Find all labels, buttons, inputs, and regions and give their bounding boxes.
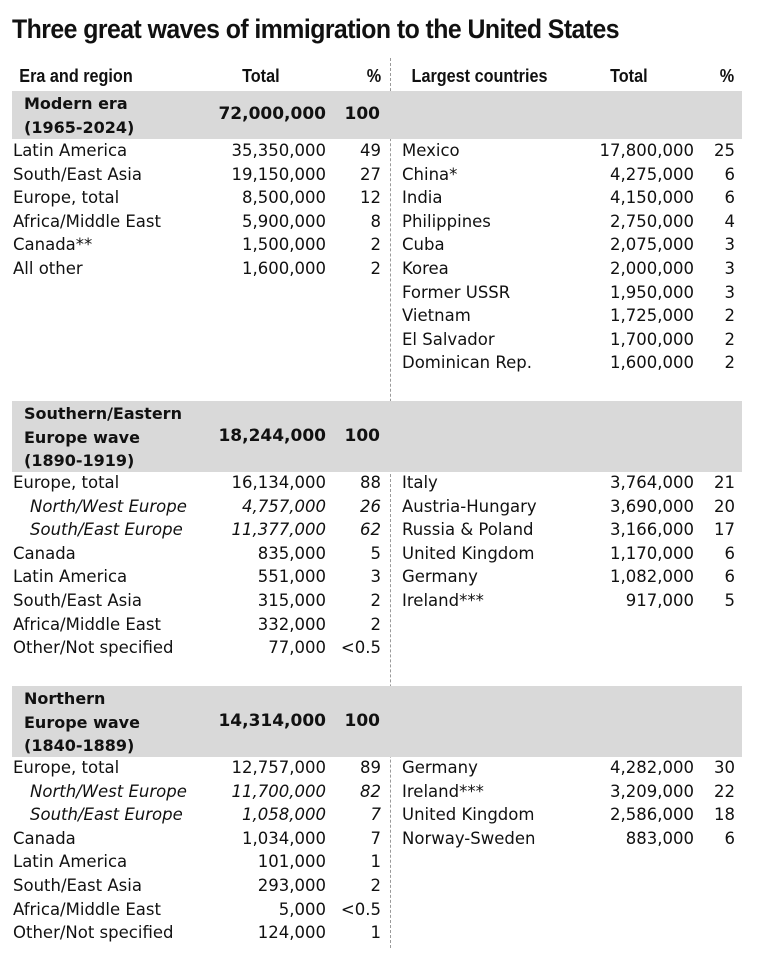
section-pct: 100 <box>344 104 380 124</box>
country-pct: 18 <box>714 805 735 825</box>
header-total-right: Total <box>610 66 648 86</box>
region-row <box>0 782 390 806</box>
region-row <box>0 165 390 189</box>
country-row <box>392 520 777 544</box>
country-pct: 6 <box>724 543 735 563</box>
region-name: Africa/Middle East <box>13 899 161 919</box>
region-pct: 3 <box>370 567 381 587</box>
country-name: India <box>402 188 443 208</box>
country-name: China* <box>402 164 458 184</box>
region-pct: 88 <box>360 473 381 492</box>
section-label-line: Northern <box>24 689 106 708</box>
region-total: 1,058,000 <box>242 805 326 825</box>
region-pct: <0.5 <box>340 899 381 919</box>
region-total: 77,000 <box>268 638 326 658</box>
region-row <box>0 544 390 568</box>
region-pct: 26 <box>360 496 381 516</box>
region-pct: 62 <box>360 520 381 540</box>
region-pct: 49 <box>360 141 381 160</box>
country-pct: 6 <box>724 188 735 208</box>
country-pct: 20 <box>714 496 735 516</box>
region-name: North/West Europe <box>30 496 187 516</box>
region-name: Africa/Middle East <box>13 614 161 634</box>
country-row <box>392 544 777 568</box>
country-total: 2,586,000 <box>610 805 694 825</box>
region-pct: 1 <box>370 923 381 943</box>
country-total: 17,800,000 <box>599 141 694 160</box>
section-pct: 100 <box>344 710 380 731</box>
country-row <box>392 306 777 330</box>
region-pct: 12 <box>360 188 381 208</box>
region-total: 4,757,000 <box>242 496 326 516</box>
country-row <box>392 829 777 853</box>
country-name: Germany <box>402 758 478 777</box>
section-label-line: (1965-2024) <box>24 117 135 137</box>
region-total: 8,500,000 <box>242 188 326 208</box>
section-label-line: Southern/Eastern <box>24 404 182 423</box>
country-name: Vietnam <box>402 306 471 326</box>
region-name: Europe, total <box>13 188 120 208</box>
country-pct: 2 <box>724 329 735 349</box>
region-pct: 5 <box>370 543 381 563</box>
section-label-line: Europe wave <box>24 712 140 732</box>
country-name: Korea <box>402 259 449 278</box>
country-name: Ireland*** <box>402 781 484 801</box>
region-total: 12,757,000 <box>231 758 326 777</box>
country-row <box>392 758 777 782</box>
country-name: Russia & Poland <box>402 520 534 540</box>
region-pct: <0.5 <box>340 638 381 658</box>
region-pct: 1 <box>370 852 381 872</box>
region-row <box>0 473 390 497</box>
region-name: Africa/Middle East <box>13 211 161 231</box>
country-total: 2,075,000 <box>610 235 694 255</box>
region-row <box>0 900 390 924</box>
region-name: South/East Europe <box>30 805 183 825</box>
region-total: 293,000 <box>257 876 326 895</box>
country-name: Philippines <box>402 211 491 231</box>
country-total: 1,170,000 <box>610 543 694 563</box>
region-name: Europe, total <box>13 758 120 777</box>
country-row <box>392 591 777 615</box>
region-total: 1,034,000 <box>242 828 326 848</box>
country-name: Austria-Hungary <box>402 496 537 516</box>
region-name: South/East Europe <box>30 520 183 540</box>
country-name: El Salvador <box>402 329 495 349</box>
country-pct: 6 <box>724 164 735 184</box>
country-total: 3,209,000 <box>610 781 694 801</box>
region-pct: 2 <box>370 235 381 255</box>
country-row <box>392 497 777 521</box>
country-pct: 21 <box>714 473 735 492</box>
country-row <box>392 141 777 165</box>
region-name: Canada <box>13 543 76 563</box>
country-row <box>392 330 777 354</box>
region-total: 35,350,000 <box>231 141 326 160</box>
region-name: All other <box>13 259 83 278</box>
country-row <box>392 283 777 307</box>
region-row <box>0 876 390 900</box>
country-pct: 3 <box>724 282 735 302</box>
section-label <box>24 402 182 473</box>
region-row <box>0 805 390 829</box>
country-row <box>392 567 777 591</box>
country-total: 2,750,000 <box>610 211 694 231</box>
header-era-region: Era and region <box>19 66 133 86</box>
country-pct: 22 <box>714 781 735 801</box>
region-row <box>0 591 390 615</box>
region-row <box>0 520 390 544</box>
region-pct: 89 <box>360 758 381 777</box>
country-pct: 4 <box>724 211 735 231</box>
region-row <box>0 188 390 212</box>
header-total-left: Total <box>242 66 280 86</box>
country-name: United Kingdom <box>402 805 535 825</box>
region-row <box>0 615 390 639</box>
country-total: 1,725,000 <box>610 306 694 326</box>
region-name: North/West Europe <box>30 781 187 801</box>
region-name: Canada** <box>13 235 93 255</box>
region-pct: 2 <box>370 614 381 634</box>
region-name: South/East Asia <box>13 876 142 895</box>
country-name: Dominican Rep. <box>402 353 532 373</box>
country-row <box>392 235 777 259</box>
section-total: 14,314,000 <box>218 710 326 731</box>
region-name: Europe, total <box>13 473 120 492</box>
region-total: 101,000 <box>257 852 326 872</box>
country-total: 883,000 <box>625 828 694 848</box>
country-pct: 5 <box>724 591 735 610</box>
region-total: 5,900,000 <box>242 211 326 231</box>
section-label-line: Europe wave <box>24 427 140 447</box>
section-label-line: Modern era <box>24 94 128 113</box>
section-pct: 100 <box>344 425 380 446</box>
country-pct: 30 <box>714 758 735 777</box>
region-row <box>0 852 390 876</box>
section-label-line: (1890-1919) <box>24 451 135 470</box>
country-total: 2,000,000 <box>610 259 694 278</box>
country-row <box>392 805 777 829</box>
country-total: 4,282,000 <box>610 758 694 777</box>
country-pct: 2 <box>724 353 735 373</box>
country-row <box>392 165 777 189</box>
country-name: United Kingdom <box>402 543 535 563</box>
country-name: Ireland*** <box>402 591 484 610</box>
country-pct: 6 <box>724 828 735 848</box>
country-pct: 3 <box>724 235 735 255</box>
region-pct: 27 <box>360 164 381 184</box>
region-name: South/East Asia <box>13 164 142 184</box>
header-pct-left: % <box>366 66 382 86</box>
country-name: Former USSR <box>402 282 511 302</box>
region-row <box>0 923 390 947</box>
country-pct: 2 <box>724 306 735 326</box>
country-name: Italy <box>402 473 438 492</box>
section-total: 72,000,000 <box>218 104 326 124</box>
region-row <box>0 758 390 782</box>
region-name: Latin America <box>13 852 128 872</box>
region-pct: 7 <box>370 805 381 825</box>
country-total: 917,000 <box>625 591 694 610</box>
region-total: 5,000 <box>278 899 326 919</box>
country-total: 3,764,000 <box>610 473 694 492</box>
region-total: 551,000 <box>257 567 326 587</box>
page-title: Three great waves of immigration to the United States <box>12 14 620 44</box>
country-row <box>392 473 777 497</box>
region-total: 315,000 <box>257 591 326 610</box>
country-total: 3,166,000 <box>610 520 694 540</box>
region-pct: 82 <box>360 781 381 801</box>
section-label <box>24 687 140 758</box>
region-row <box>0 141 390 165</box>
region-total: 11,700,000 <box>231 781 326 801</box>
country-row <box>392 188 777 212</box>
header-largest-countries: Largest countries <box>411 66 548 86</box>
country-pct: 6 <box>724 567 735 587</box>
region-pct: 8 <box>370 211 381 231</box>
region-row <box>0 235 390 259</box>
country-total: 4,275,000 <box>610 164 694 184</box>
country-total: 1,950,000 <box>610 282 694 302</box>
country-pct: 3 <box>724 259 735 278</box>
country-name: Germany <box>402 567 478 587</box>
header-pct-right: % <box>719 66 735 86</box>
region-total: 1,500,000 <box>242 235 326 255</box>
region-total: 11,377,000 <box>231 520 326 540</box>
country-pct: 25 <box>714 141 735 160</box>
country-row <box>392 782 777 806</box>
country-row <box>392 212 777 236</box>
region-total: 16,134,000 <box>231 473 326 492</box>
column-divider <box>390 58 391 948</box>
country-pct: 17 <box>714 520 735 540</box>
region-pct: 2 <box>370 876 381 895</box>
region-pct: 2 <box>370 259 381 278</box>
country-row <box>392 353 777 377</box>
country-total: 4,150,000 <box>610 188 694 208</box>
region-name: Other/Not specified <box>13 923 174 943</box>
country-name: Norway-Sweden <box>402 828 536 848</box>
region-name: Latin America <box>13 141 128 160</box>
region-total: 19,150,000 <box>231 164 326 184</box>
region-pct: 2 <box>370 591 381 610</box>
region-total: 332,000 <box>257 614 326 634</box>
country-name: Cuba <box>402 235 445 255</box>
region-name: South/East Asia <box>13 591 142 610</box>
country-total: 1,082,000 <box>610 567 694 587</box>
country-row <box>392 259 777 283</box>
country-total: 1,700,000 <box>610 329 694 349</box>
section-label-line: (1840-1889) <box>24 736 135 755</box>
section-total: 18,244,000 <box>218 425 326 446</box>
region-row <box>0 212 390 236</box>
region-row <box>0 829 390 853</box>
country-total: 1,600,000 <box>610 353 694 373</box>
country-total: 3,690,000 <box>610 496 694 516</box>
region-row <box>0 638 390 662</box>
region-name: Latin America <box>13 567 128 587</box>
region-name: Canada <box>13 828 76 848</box>
section-label <box>24 92 134 139</box>
region-row <box>0 567 390 591</box>
region-pct: 7 <box>370 828 381 848</box>
country-name: Mexico <box>402 141 460 160</box>
region-total: 835,000 <box>257 543 326 563</box>
region-total: 124,000 <box>257 923 326 943</box>
region-row <box>0 259 390 283</box>
region-row <box>0 497 390 521</box>
region-name: Other/Not specified <box>13 638 174 658</box>
region-total: 1,600,000 <box>242 259 326 278</box>
